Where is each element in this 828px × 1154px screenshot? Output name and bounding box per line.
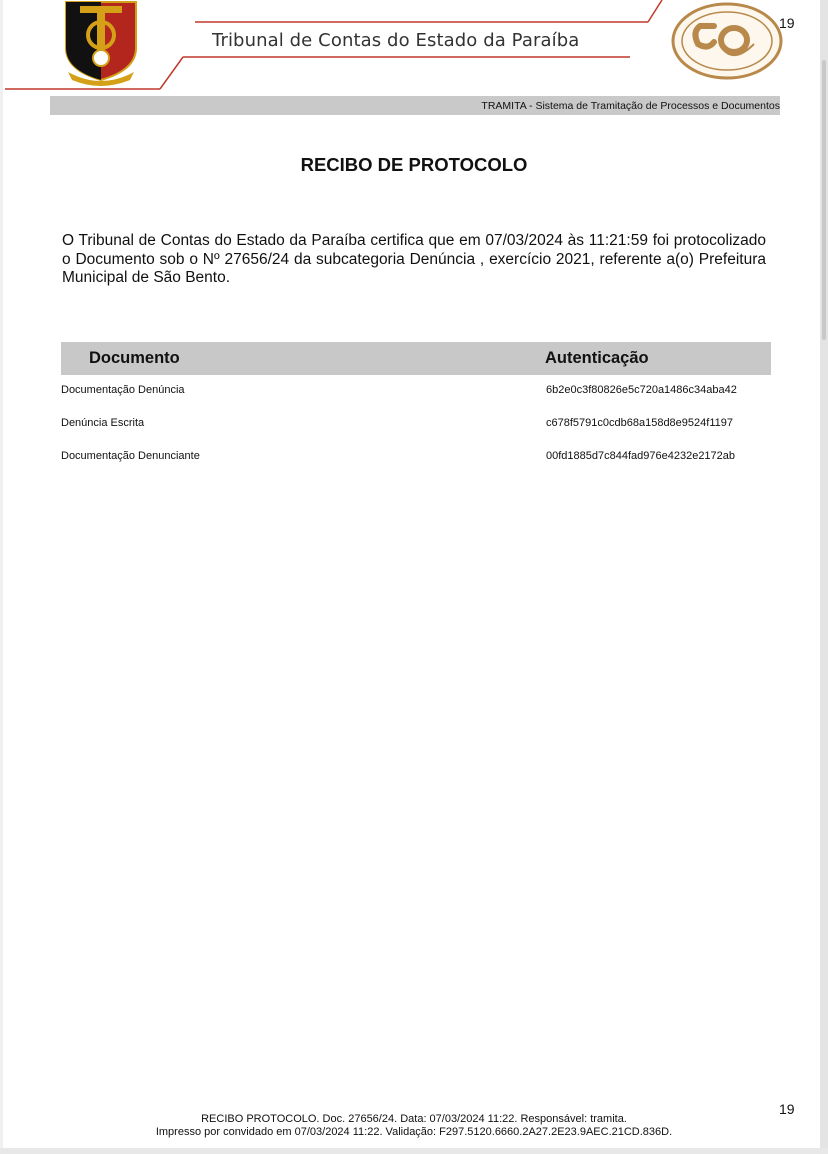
table-row	[61, 417, 771, 433]
tce-pb-crest-icon	[62, 0, 140, 86]
cell-documento: Denúncia Escrita	[61, 417, 145, 429]
cell-autenticacao: 00fd1885d7c844fad976e4232e2172ab	[546, 450, 736, 462]
footer-line-2: Impresso por convidado em 07/03/2024 11:22. Validação: F297.5120.6660.2A27.2E23.9AEC.21CD.836D.	[155, 1126, 673, 1138]
page-bottom-edge	[0, 1148, 828, 1154]
column-header-autenticacao: Autenticação	[545, 349, 649, 367]
institution-title: Tribunal de Contas do Estado da Paraíba	[212, 30, 580, 51]
cell-documento: Documentação Denunciante	[61, 450, 200, 462]
viewer-scrollbar-thumb[interactable]	[822, 60, 826, 340]
page-number-bottom: 19	[779, 1101, 795, 1117]
footer	[0, 1113, 828, 1139]
system-bar	[50, 96, 780, 115]
cell-autenticacao: 6b2e0c3f80826e5c720a1486c34aba42	[546, 384, 737, 396]
footer-line-1: RECIBO PROTOCOLO. Doc. 27656/24. Data: 07/03/2024 11:22. Responsável: tramita.	[201, 1113, 627, 1125]
page-number-top: 19	[779, 15, 795, 31]
certification-text: O Tribunal de Contas do Estado da Paraíba certifica que em 07/03/2024 às 11:21:59 foi protocolizado o Documento sob o Nº 27656/24 da subcategoria Denúncia , exercício 2021, referente a(o) Prefeitura Municipal de São Bento.	[62, 232, 766, 286]
cell-documento: Documentação Denúncia	[61, 384, 185, 396]
table-row	[61, 450, 771, 466]
document-title: RECIBO DE PROTOCOLO	[300, 154, 528, 175]
column-header-documento: Documento	[89, 349, 180, 367]
table-header	[61, 342, 771, 375]
cell-autenticacao: c678f5791c0cdb68a158d8e9524f1197	[546, 417, 733, 429]
50-anos-seal-icon	[670, 2, 784, 80]
system-label: TRAMITA - Sistema de Tramitação de Processos e Documentos	[481, 100, 780, 112]
table-row	[61, 384, 771, 400]
